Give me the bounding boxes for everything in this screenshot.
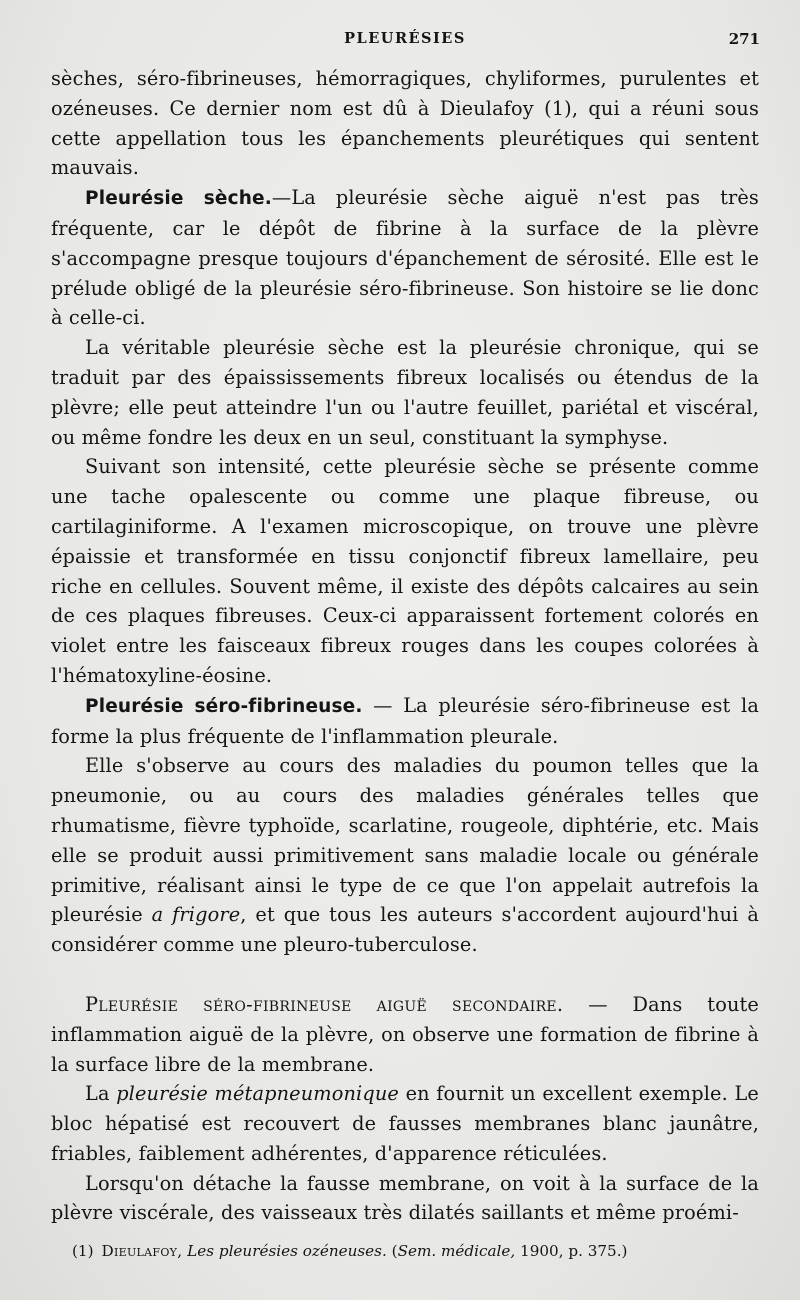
rubric-pleuresie-seche: Pleurésie sèche. [85, 188, 272, 210]
paragraph-text: — La pleurésie séro-fibrineuse est la forme la plus fréquente de l'inflammation pleurale. [51, 693, 759, 748]
paragraph-sero-fibrineuse [51, 691, 759, 752]
section-heading-secondaire: Pleurésie séro-fibrineuse aiguë secondaire. [85, 992, 564, 1016]
page-number: 271 [728, 30, 760, 48]
rubric-sero-fibrineuse: Pleurésie séro-fibrineuse. [85, 695, 363, 717]
footnote-source-rest: 1900, p. 375.) [515, 1242, 628, 1260]
paragraph-metapneumonique [51, 1079, 759, 1168]
footnote-author: Dieulafoy, [101, 1242, 183, 1260]
footnote-source-open: ( [391, 1242, 398, 1260]
paragraph-text: , et que tous les auteurs s'accordent aujourd'hui à considérer comme une pleuro-tuberculose. [51, 903, 759, 957]
running-head [50, 30, 760, 54]
paragraph-text: Elle s'observe au cours des maladies du poumon telles que la pneumonie, ou au cours des maladies générales telles que rhumatisme, fièvre typhoïde, scarlatine, rougeole, diphtérie, etc. Mais elle se produit aussi primitivement sans maladie locale ou générale primitive, réalisant ainsi le type de ce que l'on appelait autrefois la pleurésie [51, 754, 759, 927]
running-title: PLEURÉSIES [344, 30, 466, 47]
paragraph-continuation: sèches, séro-fibrineuses, hémorragiques, chyliformes, purulentes et ozéneuses. Ce dernier nom est dû à Dieulafoy (1), qui a réuni sous cette appellation tous les épanchements pleurétiques qui sentent mauvais. [51, 67, 759, 180]
paragraph-text: — Dans toute inflammation aiguë de la plèvre, on observe une formation de fibrine à la surface libre de la membrane. [51, 992, 759, 1076]
paragraph-fausse-membrane: Lorsqu'on détache la fausse membrane, on voit à la surface de la plèvre viscérale, des vaisseaux très dilatés saillants et même proémi- [51, 1171, 759, 1225]
italic-a-frigore: a frigore [151, 903, 241, 927]
paragraph-text: —La pleurésie sèche aiguë n'est pas très fréquente, car le dépôt de fibrine à la surface de la plèvre s'accompagne presque toujours d'épanchement de sérosité. Elle est le prélude obligé de la pleurésie séro-fibrineuse. Son histoire se lie donc à celle-ci. [51, 186, 759, 330]
paragraph-text: en fournit un excellent exemple. Le bloc hépatisé est recouvert de fausses membranes blanc jaunâtre, friables, faiblement adhérentes, d'apparence réticulées. [51, 1082, 759, 1165]
paragraph-chronique: La véritable pleurésie sèche est la pleurésie chronique, qui se traduit par des épaississements fibreux localisés ou étendus de la plèvre; elle peut atteindre l'un ou l'autre feuillet, pariétal et viscéral, ou même fondre les deux en un seul, constituant la symphyse. [51, 336, 759, 449]
paragraph-pleuresie-seche [51, 183, 759, 333]
footnote-number: (1) [72, 1242, 94, 1260]
footnote-title: Les pleurésies ozéneuses. [187, 1242, 387, 1260]
paragraph-text: La [85, 1082, 117, 1106]
footnote-journal: Sem. médicale, [397, 1242, 516, 1260]
section-gap [51, 960, 759, 990]
paragraph-secondaire [51, 990, 759, 1079]
paragraph-intensite: Suivant son intensité, cette pleurésie sèche se présente comme une tache opalescente ou comme une plaque fibreuse, ou cartilaginiforme. A l'examen microscopique, on trouve une plèvre épaissie et transformée en tissu conjonctif fibreux lamellaire, peu riche en cellules. Souvent même, il existe des dépôts calcaires au sein de ces plaques fibreuses. Ceux-ci apparaissent fortement colorés en violet entre les faisceaux fibreux rouges dans les coupes colorées à l'hématoxyline-éosine. [51, 455, 759, 687]
paragraph-observe [51, 751, 759, 960]
footnote [72, 1240, 762, 1262]
body-text [51, 64, 759, 1228]
italic-pleuresie-metapneumonique: pleurésie métapneumonique [116, 1082, 399, 1106]
